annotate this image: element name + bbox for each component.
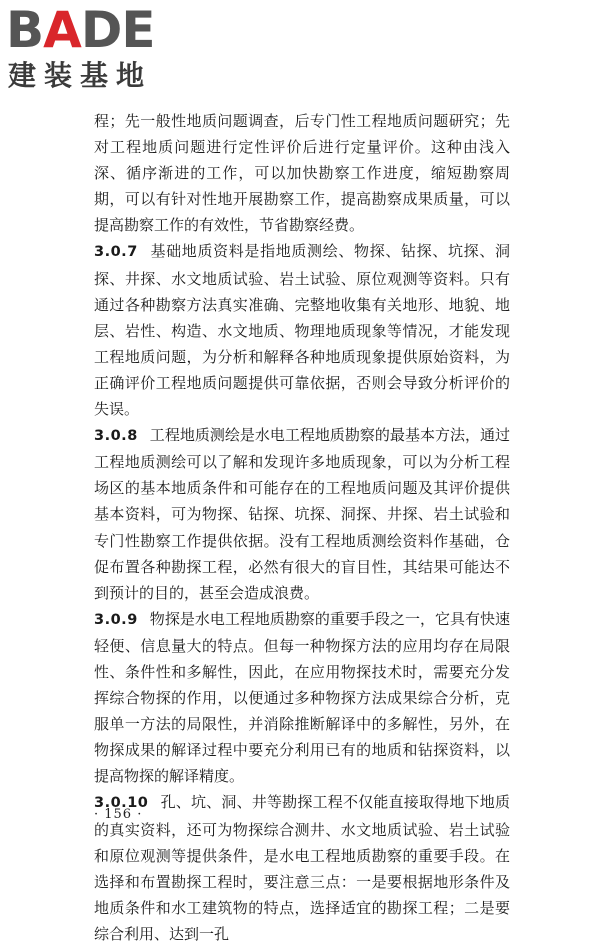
clause-number: 3.0.10 bbox=[94, 795, 149, 812]
paragraph-continued bbox=[94, 108, 510, 238]
clause-3-0-10 bbox=[94, 789, 510, 947]
clause-number: 3.0.7 bbox=[94, 244, 138, 261]
logo-accent-letter: A bbox=[43, 1, 81, 59]
page-body bbox=[94, 108, 510, 947]
paragraph-text: 程；先一般性地质问题调查，后专门性工程地质问题研究；先对工程地质问题进行定性评价后进行定量评价。这种由浅入深、循序渐进的工作，可以加快勘察工作进度，缩短勘察周期，可以有针对性地开展勘察工作，提高勘察成果质量，可以提高勘察工作的有效性，节省勘察经费。 bbox=[94, 112, 510, 235]
clause-text: 基础地质资料是指地质测绘、物探、钻探、坑探、洞探、井探、水文地质试验、岩土试验、原位观测等资料。只有通过各种勘察方法真实准确、完整地收集有关地形、地貌、地层、岩性、构造、水文地质、物理地质现象等情况，才能发现工程地质问题，为分析和解释各种地质现象提供原始资料，为正确评价工程地质问题提供可靠依据，否则会导致分析评价的失误。 bbox=[94, 242, 510, 419]
clause-number: 3.0.9 bbox=[94, 611, 138, 628]
clause-text: 孔、坑、洞、井等勘探工程不仅能直接取得地下地质的真实资料，还可为物探综合测井、水文地质试验、岩土试验和原位观测等提供条件，是水电工程地质勘察的重要手段。在选择和布置勘探工程时，要注意三点：一是要根据地形条件及地质条件和水工建筑物的特点，选择适宜的勘探工程；二是要综合利用、达到一孔 bbox=[94, 793, 510, 943]
clause-text: 物探是水电工程地质勘察的重要手段之一，它具有快速轻便、信息量大的特点。但每一种物探方法的应用均存在局限性、条件性和多解性，因此，在应用物探技术时，需要充分发挥综合物探的作用，以便通过多种物探方法成果综合分析，克服单一方法的局限性，并消除推断解译中的多解性，另外，在物探成果的解译过程中要充分利用已有的地质和钻探资料，以提高物探的解译精度。 bbox=[94, 609, 510, 786]
page-number: · 156 · bbox=[94, 807, 143, 822]
clause-number: 3.0.8 bbox=[94, 428, 138, 445]
logo-wordmark: BADE bbox=[6, 1, 155, 59]
logo-subtitle: 建装基地 bbox=[8, 59, 153, 92]
clause-3-0-8 bbox=[94, 422, 510, 606]
clause-3-0-9 bbox=[94, 606, 510, 790]
clause-text: 工程地质测绘是水电工程地质勘察的最基本方法，通过工程地质测绘可以了解和发现许多地质现象，可以为分析工程场区的基本地质条件和可能存在的工程地质问题及其评价提供基本资料，可为物探、钻探、坑探、洞探、井探、岩土试验和专门性勘察工作提供依据。没有工程地质测绘资料作基础，仓促布置各种勘探工程，必然有很大的盲目性，其结果可能达不到预计的目的，甚至会造成浪费。 bbox=[94, 426, 510, 602]
clause-3-0-7 bbox=[94, 238, 510, 422]
site-logo bbox=[6, 1, 181, 96]
